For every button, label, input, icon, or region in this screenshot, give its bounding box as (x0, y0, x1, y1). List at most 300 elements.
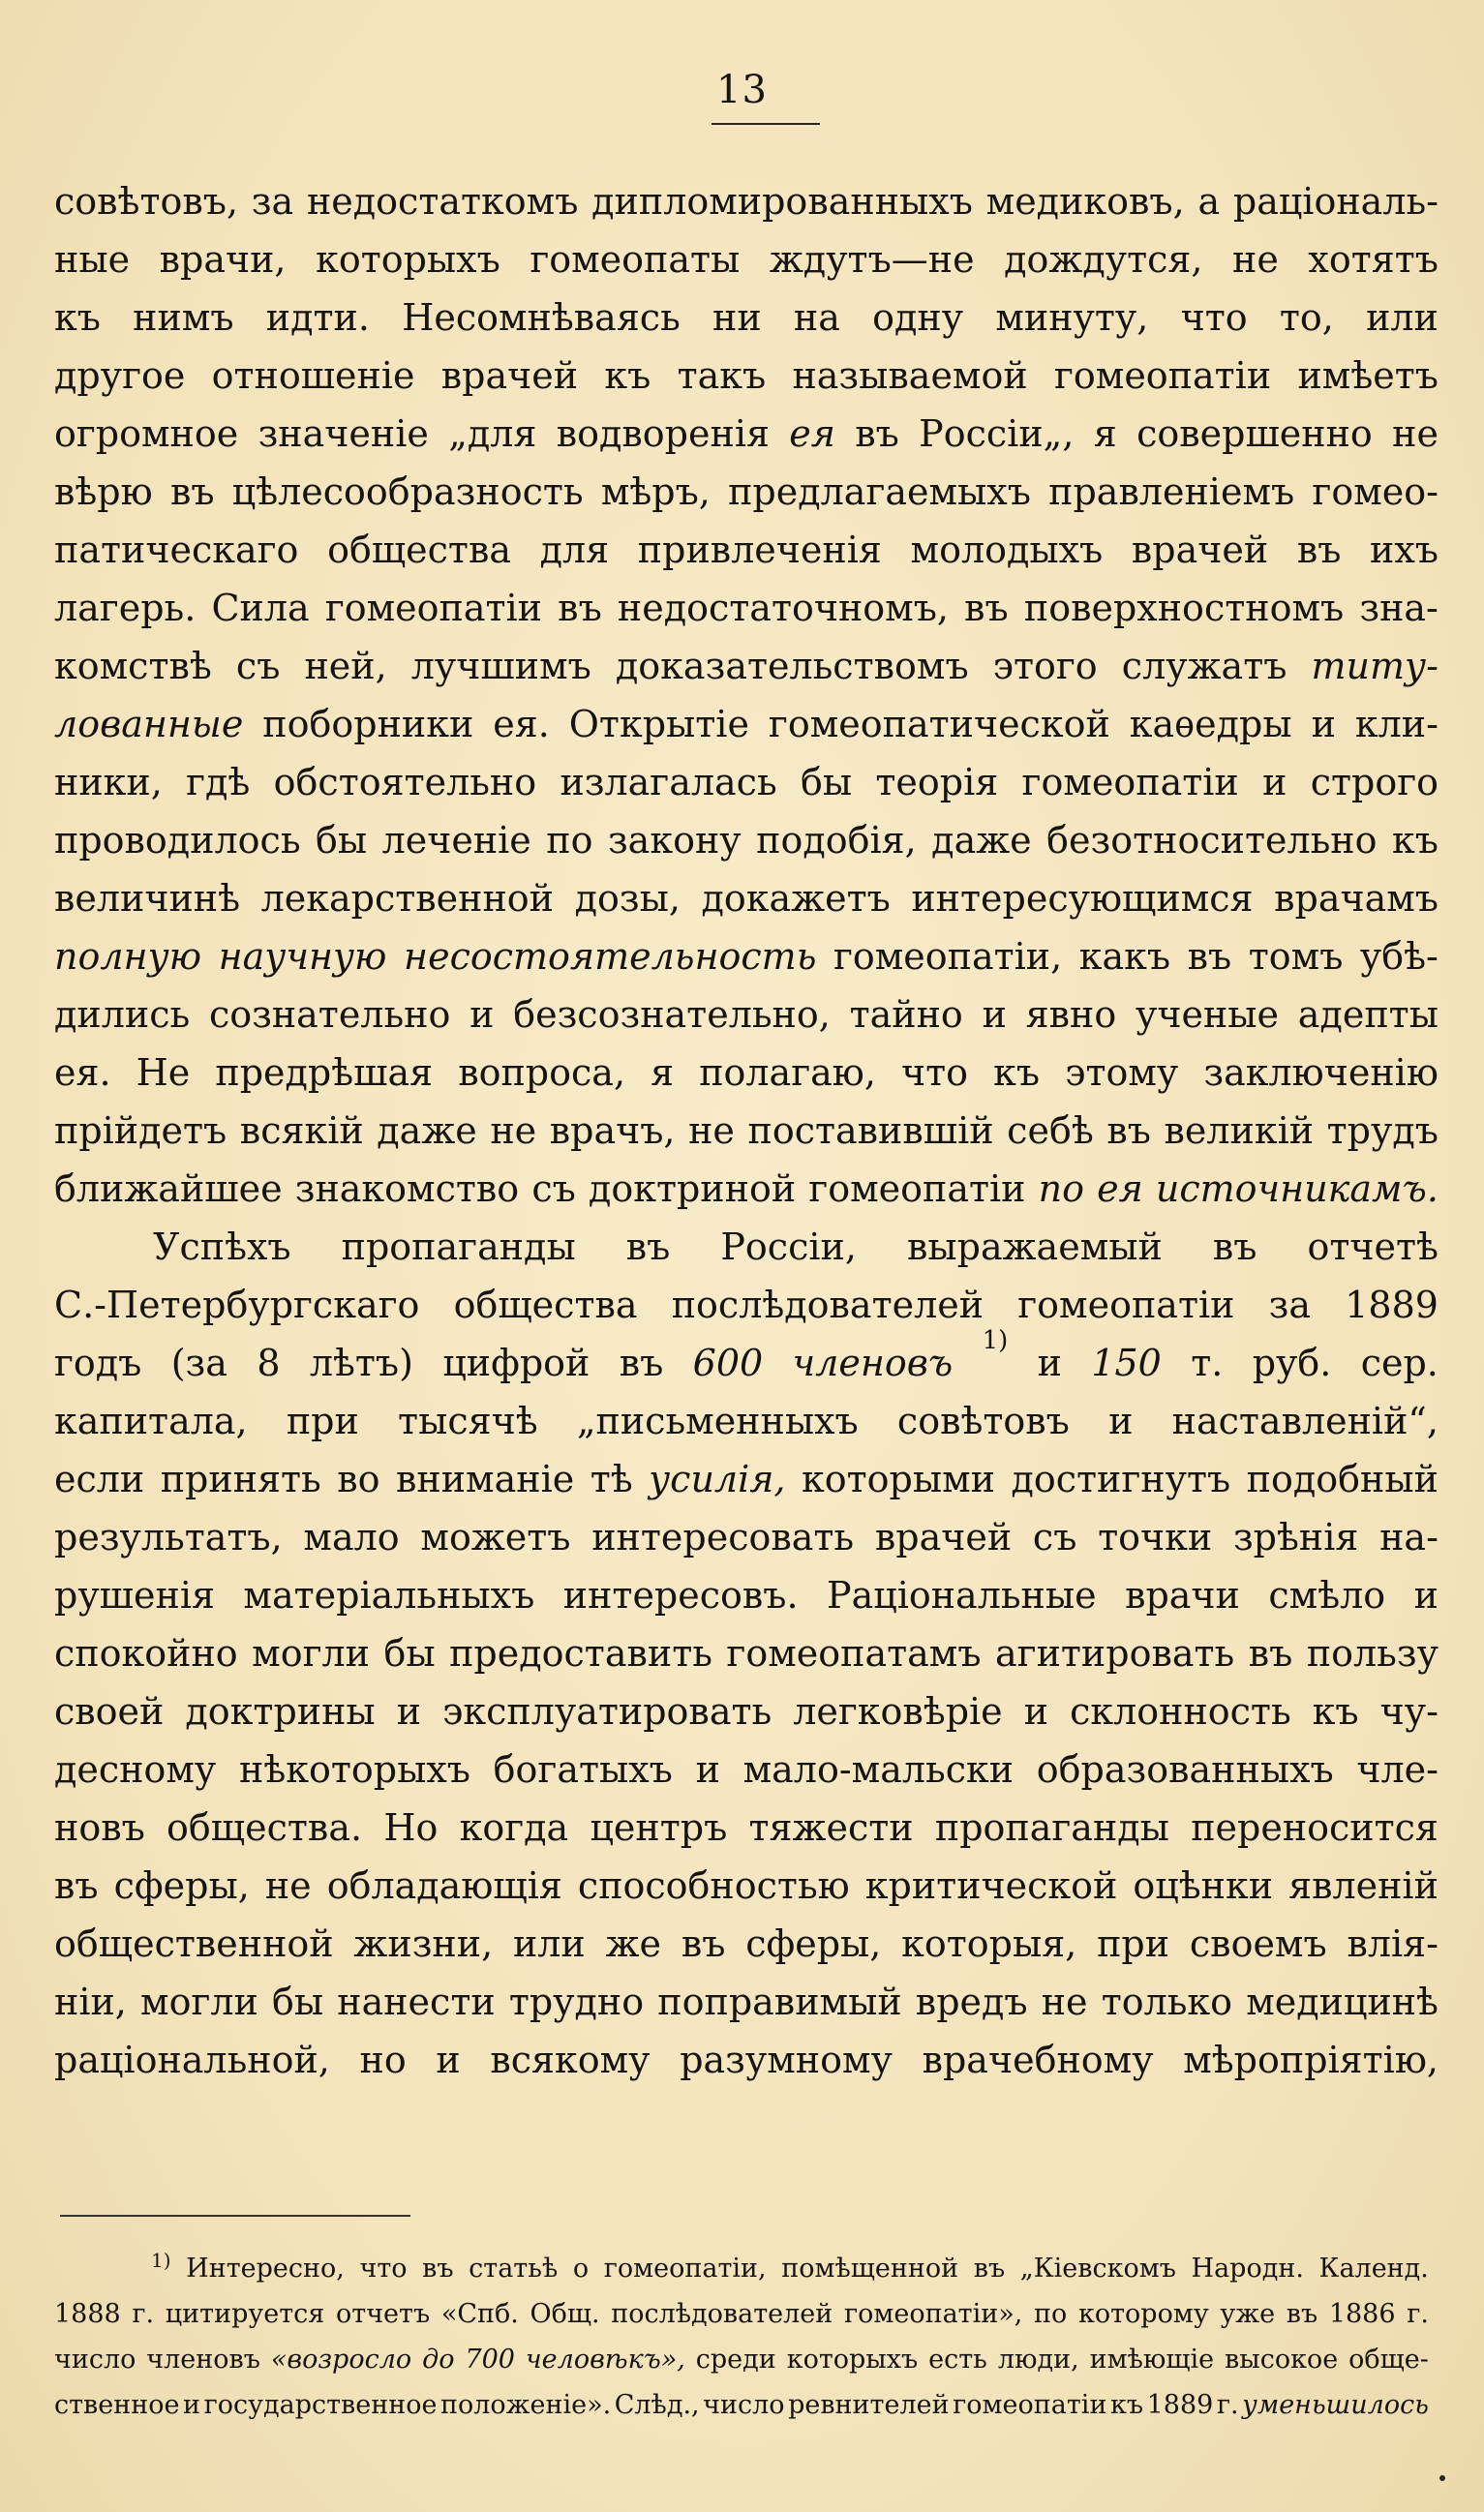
word: медицинѣ (1246, 1981, 1439, 2023)
word: заключенію (1203, 1051, 1439, 1094)
footnote-word: что (359, 2254, 408, 2284)
word: врачебному (922, 2039, 1154, 2081)
word: принять (160, 1458, 321, 1500)
word: легковѣріе (793, 1690, 1003, 1733)
word: общества. (167, 1806, 363, 1849)
word: предлагаемыхъ (728, 470, 1031, 513)
word: по (1038, 1167, 1084, 1210)
word: въ (681, 1922, 726, 1965)
page-number: 13 (716, 68, 768, 112)
text-line (54, 1799, 1439, 1857)
word: къ (993, 1051, 1041, 1094)
text-line (54, 1326, 1439, 1392)
word: проводилось (54, 819, 301, 862)
word: по (546, 819, 593, 862)
footnote-word: высокое (1225, 2345, 1339, 2375)
word: Но (383, 1806, 439, 1849)
word: я (1093, 412, 1117, 455)
word: на- (1379, 1516, 1439, 1559)
word: гомеопатіи (808, 1167, 1026, 1210)
word: интересующимся (911, 877, 1254, 920)
word: переносится (1191, 1806, 1439, 1849)
word: С.-Петербургскаго (54, 1284, 420, 1326)
word: разумному (680, 2039, 893, 2081)
text-line (54, 521, 1439, 579)
word: леченіе (381, 819, 531, 862)
word: минуту, (995, 296, 1149, 339)
text-line (54, 869, 1439, 927)
word: во (337, 1458, 380, 1500)
word: обладающія (326, 1864, 562, 1907)
word: ники, (54, 761, 163, 803)
text-line (54, 1740, 1439, 1799)
word: съ (235, 645, 281, 687)
word: адепты (1297, 993, 1439, 1036)
word: которыя, (901, 1922, 1077, 1965)
word: врачи, (159, 238, 287, 281)
word: раціональной, (54, 2039, 330, 2081)
word: Сила (211, 587, 310, 629)
word: врачамъ (1274, 877, 1439, 920)
word: дипломированныхъ (591, 180, 973, 223)
word: недостаткомъ (306, 180, 579, 223)
word: недостаточномъ, (617, 587, 949, 629)
footnote-word: Интересно, (186, 2254, 345, 2284)
word: въ (54, 1864, 99, 1907)
word: въ (1106, 1109, 1151, 1152)
word: могли (140, 1981, 258, 2023)
footnote-word: которыхъ (786, 2345, 919, 2375)
word: въ (169, 470, 215, 513)
word: имѣетъ (1297, 354, 1439, 397)
word: Открытіе (568, 703, 749, 745)
word: въ (1187, 935, 1232, 978)
word: жизни, (353, 1922, 494, 1965)
word: результатъ, (54, 1516, 283, 1559)
footnote-word: 1886 (1328, 2299, 1396, 2329)
word: водворенія (556, 412, 770, 455)
word: и (436, 2039, 461, 2081)
body-text (54, 172, 1439, 2089)
word: всякому (490, 2039, 651, 2081)
word: что (1180, 296, 1248, 339)
footnote-word: 1888 (54, 2299, 121, 2329)
word: гомео- (1312, 470, 1439, 513)
word: привлеченія (637, 529, 882, 571)
footnote-word: «возросло (270, 2345, 412, 2375)
footnote-word: по (1034, 2299, 1068, 2329)
word: врачей (440, 354, 579, 397)
footnote-word: до (422, 2345, 455, 2375)
word: нѣкоторыхъ (239, 1748, 470, 1791)
word: лѣтъ) (309, 1342, 413, 1384)
word: богатыхъ (493, 1748, 673, 1791)
word: себѣ (1007, 1109, 1094, 1152)
text-line (54, 172, 1439, 230)
footnote-word: ревнителей (788, 2390, 950, 2420)
word: и (1023, 1690, 1049, 1733)
word: членовъ (792, 1342, 954, 1384)
footnote-word: человѣкъ», (525, 2345, 685, 2375)
word: капитала, (54, 1400, 248, 1442)
footnotes (54, 2246, 1429, 2428)
word: или (512, 1922, 586, 1965)
word: и (982, 993, 1007, 1036)
word: и (1262, 761, 1287, 803)
word: т. (1191, 1342, 1224, 1384)
word: рушенія (54, 1574, 215, 1617)
word: для (539, 529, 610, 571)
word: поправимый (657, 1981, 902, 2023)
word: зрѣнія (1232, 1516, 1359, 1559)
word: хотятъ (1308, 238, 1439, 281)
word: новъ (54, 1806, 145, 1849)
word: влія- (1347, 1922, 1439, 1965)
footnote-word: гомеопатіи», (843, 2299, 1023, 2329)
footnote-word: цитируется (165, 2299, 325, 2329)
word: ея (1097, 1167, 1143, 1210)
word: предрѣшая (215, 1051, 434, 1094)
word: гомеопатіи (1053, 354, 1272, 397)
word: къ (1391, 819, 1439, 862)
footnote-word: Общ. (530, 2299, 600, 2329)
word: всякій (239, 1109, 364, 1152)
text-line (54, 1624, 1439, 1682)
word: поверхностномъ (1023, 587, 1345, 629)
word: совѣтовъ, (54, 180, 239, 223)
footnote-line (54, 2337, 1429, 2382)
word: нимъ (133, 296, 234, 339)
footnote-word: число (54, 2345, 136, 2375)
word: же (605, 1922, 662, 1965)
word: въ (964, 587, 1009, 629)
word: за (1268, 1284, 1312, 1326)
word: своемъ (1189, 1922, 1327, 1965)
word: тяжести (748, 1806, 914, 1849)
word: за (251, 180, 294, 223)
word: служатъ (1121, 645, 1287, 687)
word: не (490, 1109, 537, 1152)
word: матеріальныхъ (243, 1574, 535, 1617)
word: ные (54, 238, 131, 281)
text-line (54, 405, 1439, 463)
text-line (54, 1682, 1439, 1740)
word: и (469, 993, 495, 1036)
word: строго (1310, 761, 1439, 803)
word: отчетѣ (1307, 1226, 1439, 1268)
word: и (1108, 1400, 1134, 1442)
word: ея (789, 412, 835, 455)
word: ніи, (54, 1981, 127, 2023)
word: чле- (1356, 1748, 1439, 1791)
footnote-word: уже (1220, 2299, 1276, 2329)
word: другое (54, 354, 186, 397)
word: дозы, (574, 877, 681, 920)
word: общества (453, 1284, 638, 1326)
word: гомеопатіи (1021, 761, 1239, 803)
word: убѣ- (1359, 935, 1439, 978)
word: величинѣ (54, 877, 241, 920)
word: ближайшее (54, 1167, 283, 1210)
word: руб. (1252, 1342, 1332, 1384)
word: безсознательно, (513, 993, 831, 1036)
word: зна- (1359, 587, 1439, 629)
footnote-word: гомеопатіи (953, 2390, 1107, 2420)
word: даже (377, 1109, 477, 1152)
footnote-word: обще- (1348, 2345, 1429, 2375)
word: вниманіе (395, 1458, 575, 1500)
word: и (1413, 1574, 1439, 1617)
word: огромное (54, 412, 239, 455)
word: врачей (1131, 529, 1269, 571)
word: бы (315, 819, 368, 862)
word: 150 (1091, 1342, 1162, 1384)
word: критической (864, 1864, 1118, 1907)
word: въ (1212, 1226, 1257, 1268)
word: мало (303, 1516, 400, 1559)
footnote-word: и (183, 2390, 201, 2420)
word: ждутъ—не (769, 238, 975, 281)
word: которыми (802, 1458, 995, 1500)
word: титу- (1311, 645, 1439, 687)
word: лагерь. (54, 587, 197, 629)
word: способностью (577, 1864, 850, 1907)
footnote-word: число (703, 2390, 785, 2420)
word: врачи (1125, 1574, 1240, 1617)
word: врачъ, (549, 1109, 676, 1152)
text-line (54, 985, 1439, 1044)
word: явленій (1288, 1864, 1439, 1907)
word: раціональ- (1232, 180, 1439, 223)
word: даже (931, 819, 1032, 862)
word: спокойно (54, 1632, 238, 1675)
word: излагалась (560, 761, 777, 803)
word: и (1311, 703, 1336, 745)
word: когда (459, 1806, 569, 1849)
footnote-word: гомеопатіи, (603, 2254, 767, 2284)
footnote-word: послѣдователей (611, 2299, 833, 2329)
word: гомеопатіи (324, 587, 543, 629)
word: съ (531, 1167, 576, 1210)
footnote-word: 1889 (1146, 2390, 1214, 2420)
footnote-word: о (572, 2254, 590, 2284)
footnote-line (54, 2382, 1429, 2428)
text-line (54, 1857, 1439, 1915)
word: этого (992, 645, 1098, 687)
word: нанести (337, 1981, 496, 2023)
text-line (54, 927, 1439, 985)
word: Раціональные (827, 1574, 1097, 1617)
word: трудно (508, 1981, 645, 2023)
word: въ (619, 1342, 664, 1384)
word: достигнутъ (1011, 1458, 1231, 1500)
word: сферы, (113, 1864, 250, 1907)
word: знакомство (294, 1167, 520, 1210)
text-line (54, 1392, 1439, 1450)
word: къ (1312, 1690, 1359, 1733)
word: агитировать (995, 1632, 1235, 1675)
word: мѣръ, (600, 470, 711, 513)
word: молодыхъ (910, 529, 1104, 571)
word: которыхъ (316, 238, 500, 281)
word: значеніе (257, 412, 429, 455)
word: отношеніе (211, 354, 415, 397)
footnote-word: уменьшилось (1242, 2390, 1429, 2420)
word: патическаго (54, 529, 299, 571)
word: можетъ (420, 1516, 571, 1559)
word: полную (54, 935, 202, 978)
word: не (688, 1109, 735, 1152)
word: поставившій (747, 1109, 994, 1152)
word: своей (54, 1690, 165, 1733)
word: предоставить (449, 1632, 712, 1675)
word: врачей (874, 1516, 1013, 1559)
word: въ (855, 412, 899, 455)
word: при (1097, 1922, 1170, 1965)
text-line (54, 1276, 1439, 1334)
footnote-word: положеніе». (440, 2390, 612, 2420)
word: гдѣ (186, 761, 251, 803)
word: и (1037, 1342, 1062, 1384)
word: въ (558, 587, 602, 629)
word: мѣропріятію, (1183, 2039, 1439, 2081)
word: лованные (54, 703, 244, 745)
text-line (54, 230, 1439, 288)
word: съ (1032, 1516, 1077, 1559)
word: въ (1296, 529, 1342, 571)
word: ни (712, 296, 762, 339)
word: доктриной (588, 1167, 797, 1210)
word: къ (604, 354, 651, 397)
page-mark (1439, 2475, 1445, 2481)
word: эксплуатировать (442, 1690, 772, 1733)
word: не (1232, 238, 1279, 281)
word: совершенно (1136, 412, 1373, 455)
word: не (264, 1864, 312, 1907)
word: ея. (493, 703, 550, 745)
word: на (793, 296, 840, 339)
text-line (54, 1044, 1439, 1102)
footnote-word: Слѣд., (614, 2390, 700, 2420)
footnote-word: членовъ (146, 2345, 260, 2375)
text-line (54, 1915, 1439, 1973)
word: (за (170, 1342, 227, 1384)
footnote-word: государственное (203, 2390, 438, 2420)
footnote-word: есть (928, 2345, 987, 2375)
word: гомеопатіи (1017, 1284, 1235, 1326)
footnote-word: 700 (465, 2345, 515, 2375)
word: если (54, 1458, 145, 1500)
word: бы (800, 761, 853, 803)
word: сер. (1360, 1342, 1439, 1384)
footnote-word: г. (132, 2299, 155, 2329)
word: образованныхъ (1036, 1748, 1334, 1791)
footnote-word: г. (1216, 2390, 1239, 2420)
text-line (54, 347, 1439, 405)
text-line (54, 1566, 1439, 1624)
word: 1889 (1345, 1284, 1439, 1326)
word: пользу (1306, 1632, 1439, 1675)
footnote-word: „Кіевскомъ (1019, 2254, 1176, 2284)
word: склонность (1070, 1690, 1291, 1733)
word: цифрой (442, 1342, 591, 1384)
footnote-word: въ (1286, 2299, 1318, 2329)
word: только (1101, 1981, 1233, 2023)
footnote-word: помѣщенной (781, 2254, 959, 2284)
word: лекарственной (260, 877, 555, 920)
word: дились (54, 993, 191, 1036)
word: вредъ (915, 1981, 1028, 2023)
word: источникамъ. (1155, 1167, 1439, 1210)
text-line (54, 695, 1439, 753)
word: въ (625, 1226, 671, 1268)
word: Не (136, 1051, 191, 1094)
word: мало-мальски (742, 1748, 1015, 1791)
text-line (54, 463, 1439, 521)
word: 8 (257, 1342, 281, 1384)
word: подобный (1246, 1458, 1439, 1500)
word: вопроса, (458, 1051, 626, 1094)
word: тысячѣ (398, 1400, 538, 1442)
footnote-word: Народн. (1191, 2254, 1304, 2284)
word: усилія, (649, 1458, 786, 1500)
word: въ (1248, 1632, 1293, 1675)
footnote-line (54, 2246, 1429, 2291)
word: такъ (677, 354, 767, 397)
text-line (54, 1160, 1439, 1218)
word: одну (872, 296, 964, 339)
footnote-word: «Спб. (440, 2299, 519, 2329)
word: я (651, 1051, 675, 1094)
word: или (1366, 296, 1439, 339)
word: что (901, 1051, 969, 1094)
footnote-word: Календ. (1318, 2254, 1429, 2284)
word: могли (252, 1632, 370, 1675)
word: ней, (304, 645, 387, 687)
word: кли- (1354, 703, 1439, 745)
word: томъ (1248, 935, 1344, 978)
footnote-word: среди (695, 2345, 776, 2375)
word: совѣтовъ (896, 1400, 1070, 1442)
word: не (1392, 412, 1439, 455)
word: вѣрю (54, 470, 153, 513)
text-line (54, 753, 1439, 811)
word: ученые (1136, 993, 1280, 1036)
word: при (286, 1400, 359, 1442)
footnote-word: въ (422, 2254, 454, 2284)
word: годъ (54, 1342, 142, 1384)
footnote-separator (60, 2215, 410, 2217)
word: общественной (54, 1922, 334, 1965)
word: великій (1164, 1109, 1315, 1152)
word: Успѣхъ (153, 1226, 291, 1268)
footnote-word: люди, (997, 2345, 1079, 2375)
footnote-word: къ (1110, 2390, 1144, 2420)
word: лучшимъ (410, 645, 591, 687)
word: несостоятельность (404, 935, 817, 978)
word: послѣдователей (671, 1284, 984, 1326)
word: интересовъ. (562, 1574, 799, 1617)
word: какъ (1078, 935, 1171, 978)
word: этому (1065, 1051, 1179, 1094)
text-line (54, 2031, 1439, 2089)
word: докажетъ (701, 877, 891, 920)
text-line (54, 1450, 1439, 1508)
text-line (54, 1218, 1439, 1276)
text-line (54, 637, 1439, 695)
word: оцѣнки (1133, 1864, 1274, 1907)
word: пропаганды (934, 1806, 1169, 1849)
